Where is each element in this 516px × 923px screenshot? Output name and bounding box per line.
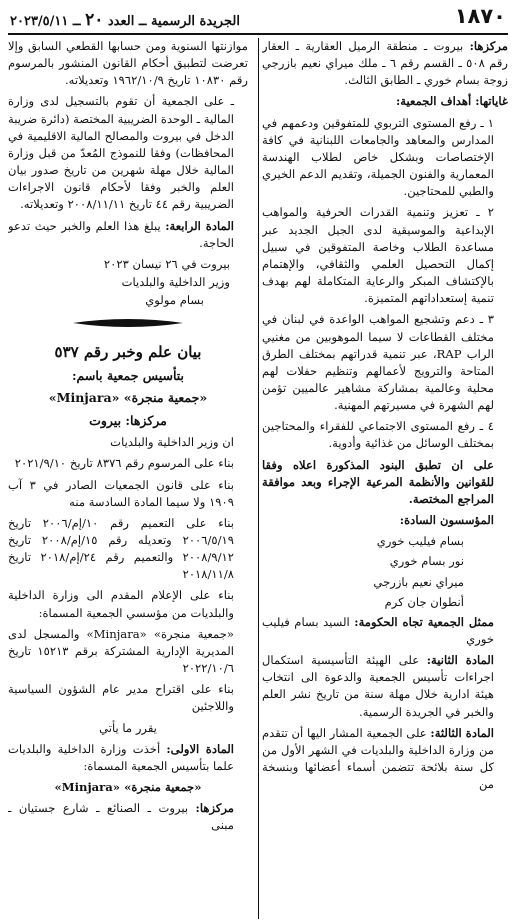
goal-1: ١ ـ رفع المستوى التربوي للمتفوقين ودعمهم في المدارس والمعاهد والجامعات اللبنانية في كافة الإختصاصات وبشكل خاص لطلاب الهندسة المعمارية والفنون الجميلة، وتقديم الدعم الخيري والطبي للمحتاجين. (262, 115, 494, 199)
notice-subtitle: بتأسيس جمعية باسم: (71, 367, 185, 383)
tax-paragraph: ـ على الجمعية أن تقوم بالتسجيل لدى وزارة المالية ـ الوحدة الضريبية المختصة (دائرة ضريبة الدخل في بيروت والمصالح المالية الاقليمية في المحافظات) وفقا للنموذج المُعدّ من قبل وزارة المالية خلال مهلة شهرين من تاريخ صدور بيان العلم والخبر وفقا لأحكام قانون الاجراءات الضريبية رقم ٤٤ تاريخ ٢٠٠٨/١١/١١ وتعديلاته. (8, 94, 234, 212)
article-2-text: على الهيئة التأسيسية استكمال اجراءات تأسيس الجمعية والدعوة الى انتخاب هيئة ادارية خلال مهلة سنة من تاريخ نشر العلم والخبر في الجريدة الرسمية. (262, 653, 494, 719)
sign-title: وزير الداخلية والبلديات (121, 275, 230, 290)
right-column (262, 38, 508, 919)
header-rule (8, 33, 508, 35)
issue-label: الجريدة الرسمية ــ العدد (107, 14, 240, 29)
sign-name: بسام مولوي (145, 293, 204, 308)
founders-heading: المؤسسون السادة: (399, 513, 494, 528)
minister-line: ان وزير الداخلية والبلديات (110, 435, 234, 450)
decides-line: يقرر ما يأتي (99, 720, 157, 735)
notice-title: بيان علم وخبر رقم ٥٣٧ (54, 342, 202, 361)
article-4 (8, 218, 248, 252)
separator-ornament-icon (73, 317, 183, 329)
founder-3: ميراي نعيم بازرجي (373, 574, 464, 589)
representative (262, 614, 508, 648)
goal-2: ٢ ـ تعزيز وتنمية القدرات الحرفية والمواهب الإبداعية والموسيقية لدى الجيل الجديد عبر مساعدة الطلاب وخاصة المتفوقين في سبيل إكمال التحصيل العلمي والثقافي، والإهتمام بالإكتشاف المبكر والرعاية المتكاملة لهم بهدف تنمية إستعداداتهم المتميزة. (262, 205, 494, 306)
assoc-name-2: «جمعية منجرة» «Minjara» (54, 780, 202, 794)
hq-paragraph (262, 38, 508, 89)
section-ornament (8, 317, 248, 334)
budget-paragraph: موازنتها السنوية ومن حسابها القطعي السابق وإلا تعرضت لتطبيق أحكام القانون المنشور بالمرسوم رقم ١٠٨٣٠ تاريخ ١٩٦٢/١٠/٩ وتعديلاته. (8, 39, 248, 88)
signature-block (8, 256, 248, 309)
page-header (10, 4, 506, 32)
issue-line (10, 10, 240, 30)
basis-6: بناء على اقتراح مدير عام الشؤون السياسية واللاجئين (8, 682, 234, 714)
article-1 (8, 741, 248, 775)
article-3-label: المادة الثالثة: (430, 725, 494, 740)
article-4-text: يبلغ هذا العلم والخبر حيث تدعو الحاجة. (8, 218, 234, 250)
rep-label: ممثل الجمعية تجاه الحكومة: (354, 614, 495, 629)
laws-note: على ان تطبق البنود المذكورة اعلاه وفقا للقوانين والأنظمة المرعية الإجراء وبعد موافقة المراجع المختصة. (262, 457, 494, 506)
goal-3: ٣ ـ دعم وتشجيع المواهب الواعدة في لبنان في مختلف القطاعات لا سيما الموهوبين من مغنيي الراب RAP، عبر تنمية قدراتهم بمختلف الطرق المتاحة والترويج لأعمالهم وتنظيم حفلات لهم محلية وعالمية بمشاركة مشاهير عالميين تؤمن لهم الشهرة في مسيرتهم المهنية. (262, 312, 494, 413)
column-divider (258, 38, 259, 919)
basis-5: «جمعية منجرة» «Minjara» والمسجل لدى المديرية الإدارية المشتركة برقم ١٥٢١٣ تاريخ ٢٠٢٢/١٠/٦ (8, 626, 234, 676)
founder-4: أنطوان جان كرم (384, 594, 464, 609)
article-4-label: المادة الرابعة: (165, 218, 235, 233)
hq-2-text: بيروت ـ الصنائع ـ شارع جستيان ـ مبنى (8, 801, 234, 833)
issue-number: ٢٠ (85, 10, 104, 30)
basis-1: بناء على المرسوم رقم ٨٣٧٦ تاريخ ٢٠٢١/٩/١٠ (14, 456, 234, 471)
goal-4: ٤ ـ رفع المستوى الاجتماعي للفقراء والمحتاجين بمختلف الوسائل من غذائية وأدوية. (262, 419, 494, 451)
article-2 (262, 652, 508, 721)
goals-heading: غاياتها: أهداف الجمعية: (396, 94, 508, 109)
founder-2: نور بسام خوري (389, 554, 464, 569)
article-3-text: على الجمعية المشار اليها أن تتقدم من وزارة الداخلية والبلديات في الشهر الأول من كل سنة بلائحة تتضمن أسماء أعضائها وبنسخة من (262, 725, 494, 792)
assoc-name: «جمعية منجرة» «Minjara» (48, 390, 208, 406)
hq-2 (8, 800, 248, 834)
basis-4: بناء على الإعلام المقدم الى وزارة الداخلية والبلديات من مؤسسي الجمعية المسماة: (8, 588, 234, 620)
hq-2-label: مركزها: (195, 801, 234, 816)
left-column (8, 38, 248, 919)
hq-label: مركزها: (469, 39, 508, 53)
article-2-label: المادة الثانية: (426, 653, 494, 668)
article-1-label: المادة الاولى: (166, 741, 235, 756)
basis-2: بناء على قانون الجمعيات الصادر في ٣ آب ١٩٠٩ ولا سيما المادة السادسة منه (8, 477, 234, 509)
basis-3: بناء على التعميم رقم ١٠/إم/٢٠٠٦ تاريخ ٢٠٠٦/٥/١٩ وتعديله رقم ١٥/إم/٢٠٠٨ تاريخ ٢٠٠٨/٩/١٢ والتعميم رقم ٢٤/إم/٢٠١٨ تاريخ ٢٠١٨/١١/٨ (8, 515, 234, 582)
article-3 (262, 725, 508, 794)
sign-place-date: بيروت في ٢٦ نيسان ٢٠٢٣ (103, 256, 230, 271)
issue-date: ــ ٢٠٢٣/٥/١١ (10, 14, 81, 29)
founders-list (262, 533, 508, 611)
notice-hq-label: مركزها: (125, 412, 167, 428)
hq-text: بيروت ـ منطقة الرميل العقارية ـ العقار رقم ٥٠٨ ـ القسم رقم ٦ ـ ملك ميراي نعيم بازرجي زوجة بسام خوري ـ الطابق الثالث. (262, 39, 508, 88)
page-number: ١٨٧٠ (454, 4, 506, 28)
rep-name: السيد بسام فيليب خوري (262, 614, 494, 646)
notice-hq (8, 412, 248, 431)
article-1-text: أخذت وزارة الداخلية والبلديات علما بتأسيس الجمعية المسماة: (8, 741, 234, 773)
founder-1: بسام فيليب خوري (376, 534, 464, 549)
notice-hq-city: بيروت (89, 412, 122, 428)
